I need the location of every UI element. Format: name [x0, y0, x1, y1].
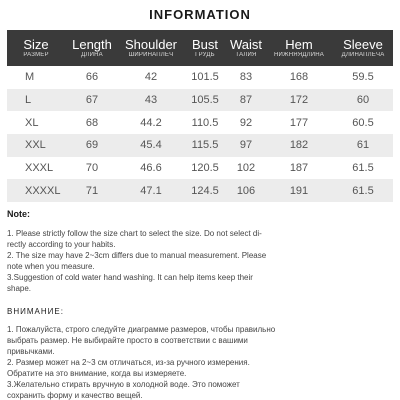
cell-sleeve: 61.5 [352, 161, 374, 174]
note-line: shape. [7, 284, 32, 293]
notes-russian [7, 307, 393, 400]
notes-english [7, 209, 393, 295]
header-length: Length [72, 37, 112, 52]
header-waist-ru: ТАЛИЯ [235, 52, 257, 58]
table-header [7, 30, 393, 66]
header-hem: Hem [285, 37, 313, 52]
header-waist: Waist [229, 37, 263, 52]
cell-waist: 83 [239, 71, 253, 84]
cell-sleeve: 61 [356, 139, 370, 152]
cell-size: L [25, 93, 32, 106]
cell-shoulder: 47.1 [140, 184, 162, 197]
cell-shoulder: 46.6 [140, 161, 162, 174]
cell-sleeve: 60 [356, 93, 370, 106]
cell-waist: 106 [236, 184, 256, 197]
cell-size: XXXL [25, 161, 54, 174]
note-line: привычками. [7, 347, 55, 356]
cell-hem: 187 [289, 161, 309, 174]
cell-hem: 191 [289, 184, 309, 197]
cell-size: M [25, 71, 35, 84]
cell-shoulder: 43 [144, 93, 158, 106]
note-line: выбрать размер. Не выбирайте просто в соответствии с вашими [7, 336, 248, 345]
header-hem-ru: НИЖНЯЯДЛИНА [273, 52, 325, 58]
notes-russian-heading: ВНИМАНИЕ: [7, 307, 64, 316]
cell-hem: 177 [289, 116, 309, 129]
header-size: Size [23, 37, 49, 52]
cell-shoulder: 45.4 [140, 139, 162, 152]
cell-sleeve: 61.5 [352, 184, 374, 197]
cell-shoulder: 42 [144, 71, 158, 84]
notes-english-heading: Note: [7, 209, 30, 219]
size-chart-table [7, 30, 393, 202]
note-line: 3.Желательно стирать вручную в холодной воде. Это поможет [7, 380, 240, 389]
cell-size: XL [25, 116, 39, 129]
table-row [7, 179, 393, 202]
note-line: Обратите на это внимание, когда вы измеряете. [7, 369, 187, 378]
table-row [7, 66, 393, 89]
cell-waist: 97 [239, 139, 253, 152]
header-length-ru: ДЛИНА [81, 52, 103, 58]
note-line: сохранить форму и качество вещей. [7, 391, 143, 400]
cell-length: 67 [85, 93, 99, 106]
header-size-ru: РАЗМЕР [23, 52, 49, 58]
note-line: 3.Suggestion of cold water hand washing. It can help items keep their [7, 273, 253, 282]
header-shoulder-ru: ШИРИНАПЛЕЧ [128, 52, 174, 58]
cell-bust: 105.5 [191, 93, 219, 106]
header-bust: Bust [191, 37, 218, 52]
cell-hem: 172 [289, 93, 309, 106]
cell-length: 71 [85, 184, 99, 197]
header-sleeve: Sleeve [343, 37, 383, 52]
cell-hem: 182 [289, 139, 309, 152]
cell-bust: 115.5 [191, 139, 219, 152]
cell-length: 69 [85, 139, 99, 152]
cell-waist: 102 [236, 161, 256, 174]
cell-shoulder: 44.2 [140, 116, 162, 129]
cell-size: XXL [25, 139, 46, 152]
cell-sleeve: 59.5 [352, 71, 374, 84]
cell-size: XXXXL [25, 184, 61, 197]
note-line: note when you measure. [7, 262, 95, 271]
header-row-russian [7, 52, 393, 66]
table-row [7, 134, 393, 157]
note-line: rectly according to your habits. [7, 240, 116, 249]
table-row [7, 89, 393, 112]
table-row [7, 157, 393, 180]
cell-length: 70 [85, 161, 99, 174]
cell-waist: 92 [239, 116, 253, 129]
table-row [7, 111, 393, 134]
cell-bust: 110.5 [191, 116, 219, 129]
header-shoulder: Shoulder [124, 37, 178, 52]
note-line: 2. Размер может на 2~3 см отличаться, из-за ручного измерения. [7, 358, 250, 367]
cell-hem: 168 [289, 71, 309, 84]
cell-bust: 124.5 [191, 184, 219, 197]
cell-length: 68 [85, 116, 99, 129]
cell-bust: 120.5 [191, 161, 219, 174]
cell-waist: 87 [239, 93, 253, 106]
header-sleeve-ru: ДЛИНАПЛЕЧА [341, 52, 385, 58]
note-line: 1. Пожалуйста, строго следуйте диаграмме размеров, чтобы правильно [7, 325, 276, 334]
cell-length: 66 [85, 71, 99, 84]
cell-sleeve: 60.5 [352, 116, 374, 129]
header-bust-ru: ГРУДЬ [195, 52, 215, 58]
note-line: 1. Please strictly follow the size chart to select the size. Do not select di- [7, 229, 262, 238]
table-body [7, 66, 393, 202]
note-line: 2. The size may have 2~3cm differs due to manual measurement. Please [7, 251, 267, 260]
page-title: INFORMATION [149, 7, 251, 22]
cell-bust: 101.5 [191, 71, 219, 84]
header-row-english [7, 30, 393, 52]
